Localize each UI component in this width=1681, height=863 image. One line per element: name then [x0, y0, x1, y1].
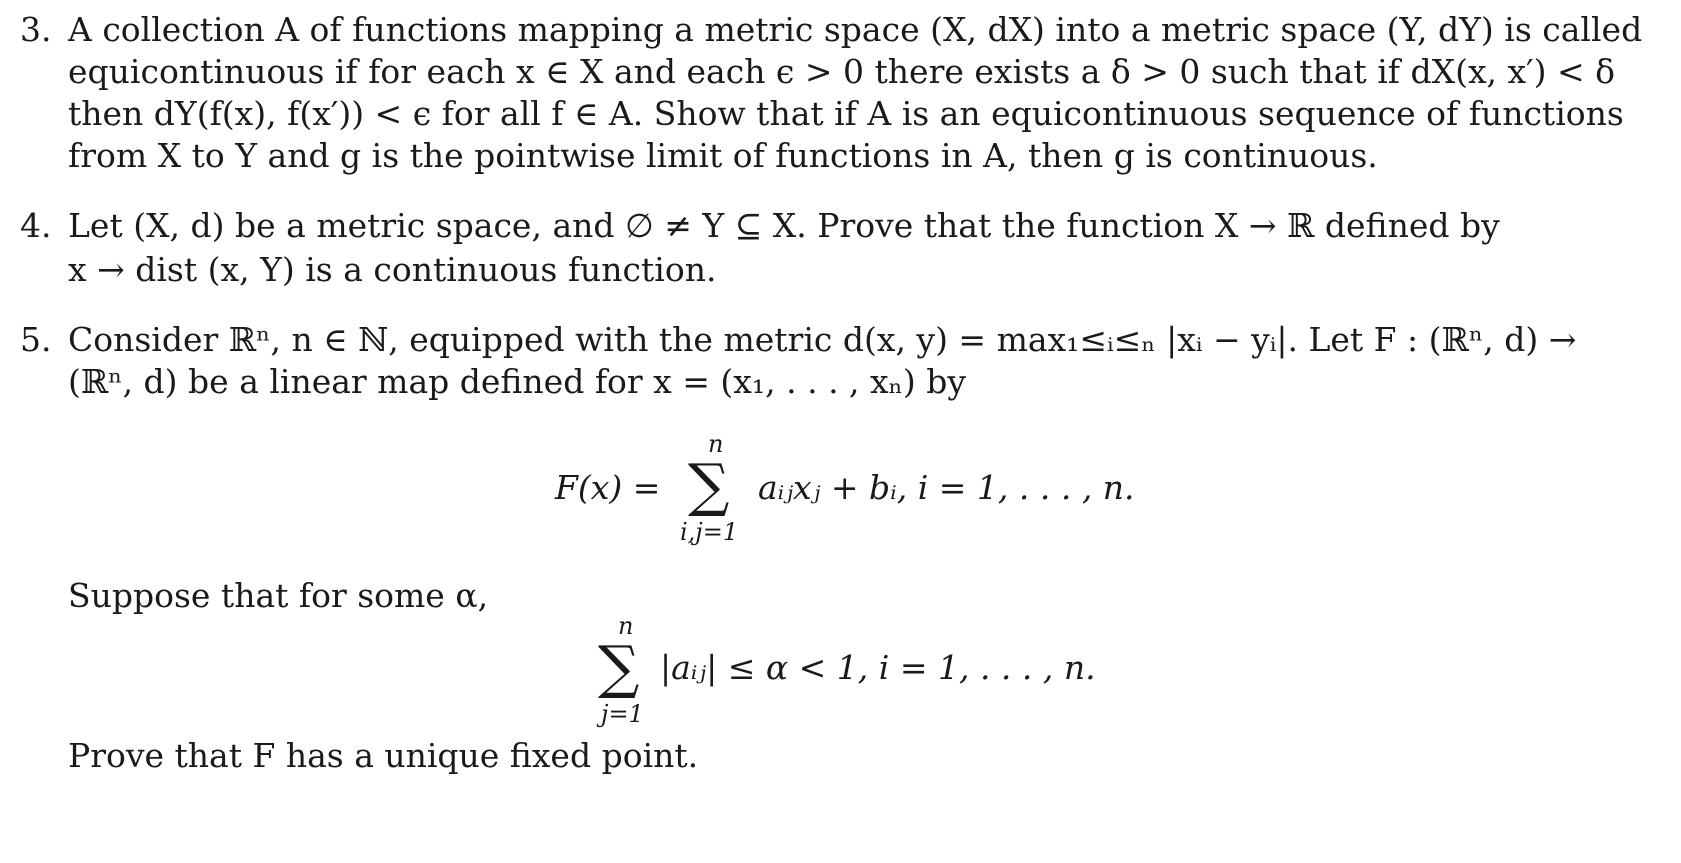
- summation-symbol: ∑: [598, 633, 640, 701]
- problem-text-line: Prove that F has a unique fixed point.: [68, 736, 699, 775]
- problem-text-line: Let (X, d) be a metric space, and ∅ ≠ Y ⊆ X. Prove that the function X → ℝ defined by: [68, 206, 1500, 245]
- problem-text-line: Consider ℝⁿ, n ∈ ℕ, equipped with the metric d(x, y) = max₁≤ᵢ≤ₙ |xᵢ − yᵢ|. Let F : (ℝⁿ, d) →: [68, 320, 1577, 359]
- sum-upper-limit: n: [708, 430, 724, 458]
- problem-text-line: Suppose that for some α,: [68, 576, 489, 615]
- problem-text-line: from X to Y and g is the pointwise limit of functions in A, then g is continuous.: [68, 136, 1378, 175]
- problem-number: 5.: [20, 320, 52, 359]
- sum-upper-limit: n: [618, 612, 634, 640]
- problem-text-line: then dY(f(x), f(x′)) < ϵ for all f ∈ A. Show that if A is an equicontinuous sequence of functions: [68, 94, 1624, 133]
- problem-number: 3.: [20, 10, 52, 49]
- equation-rhs: |aᵢⱼ| ≤ α < 1, i = 1, . . . , n.: [660, 648, 1096, 687]
- sum-lower-limit: j=1: [601, 700, 644, 728]
- summation-symbol: ∑: [688, 451, 730, 519]
- equation-rhs: aᵢⱼxⱼ + bᵢ, i = 1, . . . , n.: [758, 468, 1135, 507]
- problem-text-line: equicontinuous if for each x ∈ X and each ϵ > 0 there exists a δ > 0 such that if dX(x, x′) < δ: [68, 52, 1616, 91]
- equation-lhs: F(x) =: [555, 468, 661, 507]
- problem-number: 4.: [20, 206, 52, 245]
- sum-lower-limit: i,j=1: [680, 518, 739, 546]
- problem-text-line: x → dist (x, Y) is a continuous function.: [68, 250, 717, 289]
- problem-text-line: A collection A of functions mapping a metric space (X, dX) into a metric space (Y, dY) is called: [68, 10, 1643, 49]
- problem-text-line: (ℝⁿ, d) be a linear map defined for x = (x₁, . . . , xₙ) by: [68, 362, 967, 401]
